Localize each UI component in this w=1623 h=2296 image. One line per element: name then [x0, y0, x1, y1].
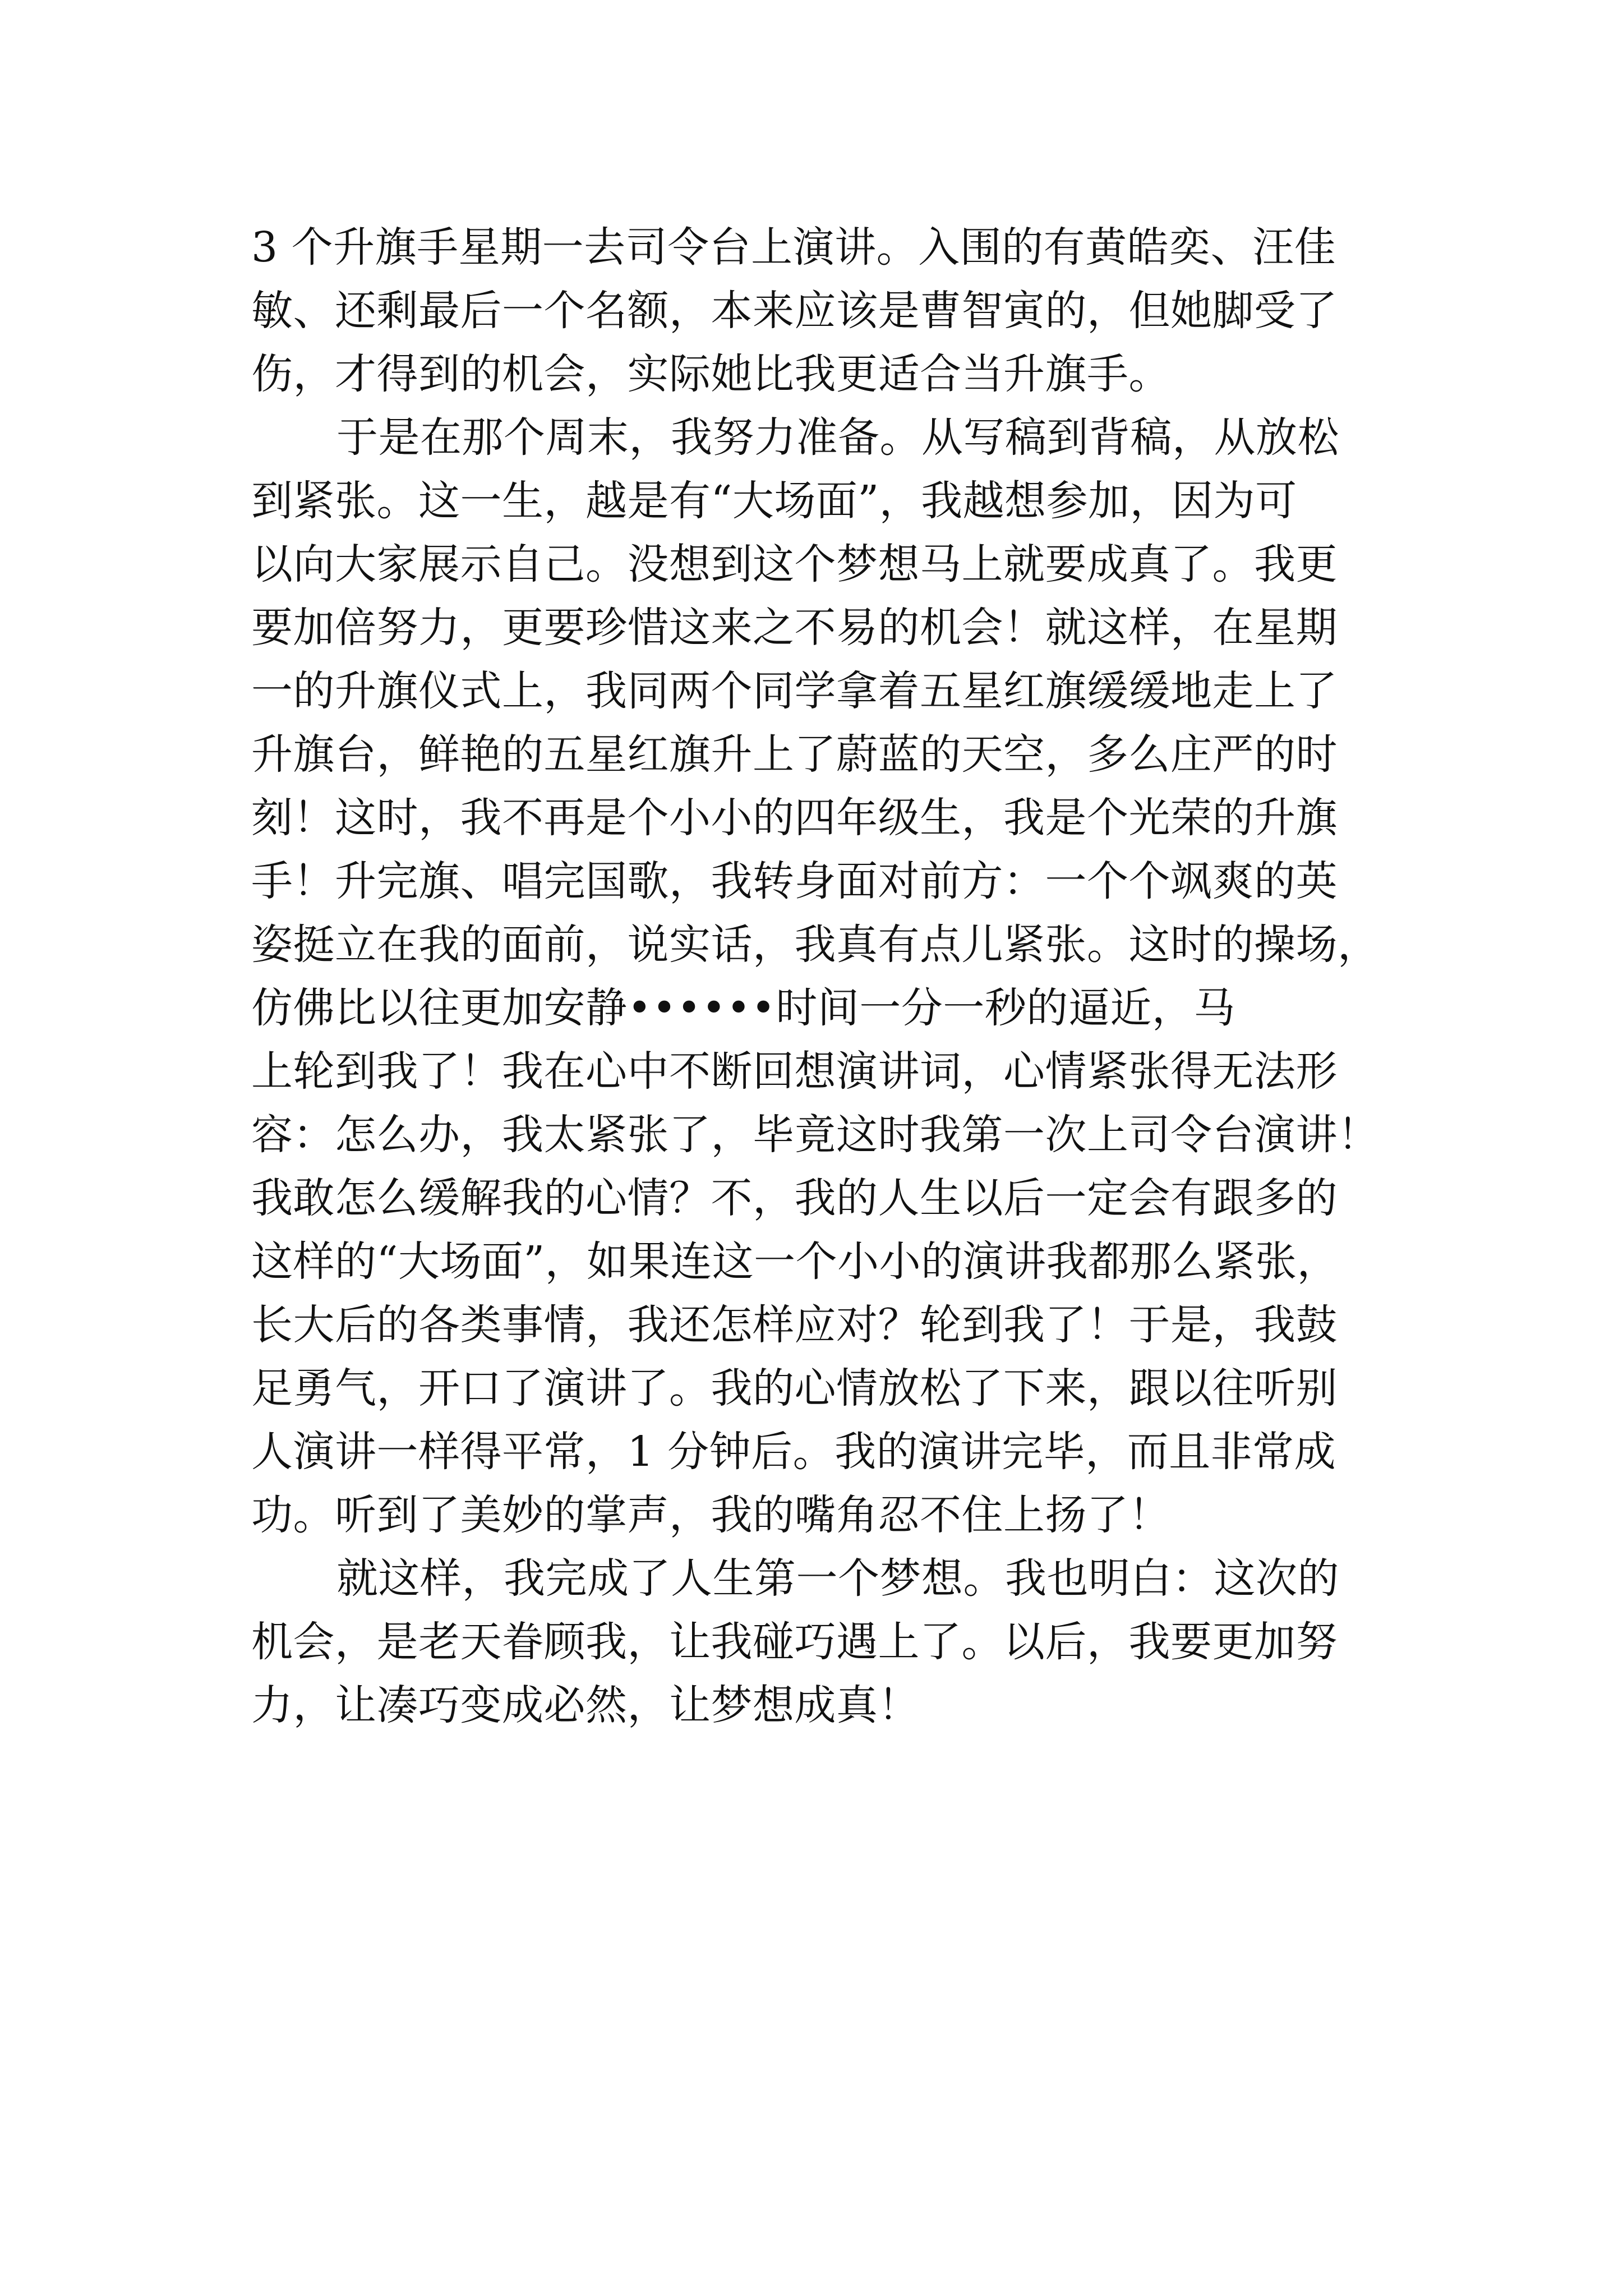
text-line: 机会，是老天眷顾我，让我碰巧遇上了。以后，我要更加努: [251, 1618, 1338, 1666]
text-line: 伤，才得到的机会，实际她比我更适合当升旗手。: [251, 350, 1170, 398]
text-line: 升旗台，鲜艳的五星红旗升上了蔚蓝的天空，多么庄严的时: [251, 730, 1338, 779]
text-line: 人演讲一样得平常，1 分钟后。我的演讲完毕，而且非常成: [251, 1428, 1336, 1476]
text-line: 刻！这时，我不再是个小小的四年级生，我是个光荣的升旗: [251, 794, 1338, 842]
text-line: 以向大家展示自己。没想到这个梦想马上就要成真了。我更: [251, 540, 1338, 588]
text-line: 长大后的各类事情，我还怎样应对？轮到我了！于是，我鼓: [251, 1301, 1338, 1349]
text-line: 要加倍努力，更要珍惜这来之不易的机会！就这样，在星期: [251, 604, 1338, 652]
text-line: 这样的“大场面”，如果连这一个小小的演讲我都那么紧张，: [251, 1237, 1339, 1286]
text-line: 足勇气，开口了演讲了。我的心情放松了下来，跟以往听别: [251, 1364, 1338, 1412]
text-line: 敏、还剩最后一个名额，本来应该是曹智寅的，但她脚受了: [251, 287, 1338, 335]
text-line: 3 个升旗手星期一去司令台上演讲。入围的有黄皓奕、汪佳: [251, 223, 1336, 272]
text-line: 容：怎么办，我太紧张了，毕竟这时我第一次上司令台演讲！: [251, 1111, 1380, 1159]
paragraph-start-line: 就这样，我完成了人生第一个梦想。我也明白：这次的: [336, 1554, 1339, 1603]
text-line: 力，让凑巧变成必然，让梦想成真！: [251, 1681, 920, 1729]
text-line: 到紧张。这一生，越是有“大场面”，我越想参加，因为可: [251, 477, 1297, 525]
text-line: 姿挺立在我的面前，说实话，我真有点儿紧张。这时的操场，: [251, 921, 1380, 969]
paragraph-start-line: 于是在那个周末，我努力准备。从写稿到背稿，从放松: [336, 413, 1339, 462]
text-line: 我敢怎么缓解我的心情？不，我的人生以后一定会有跟多的: [251, 1174, 1338, 1222]
text-line: 一的升旗仪式上，我同两个同学拿着五星红旗缓缓地走上了: [251, 667, 1338, 715]
text-line: 上轮到我了！我在心中不断回想演讲词，心情紧张得无法形: [251, 1047, 1338, 1096]
essay-text-block: [251, 216, 1423, 1737]
text-line: 仿佛比以往更加安静••••••时间一分一秒的逼近，马: [251, 984, 1235, 1032]
text-line: 手！升完旗、唱完国歌，我转身面对前方：一个个飒爽的英: [251, 857, 1338, 905]
text-line: 功。听到了美妙的掌声，我的嘴角忍不住上扬了！: [251, 1491, 1170, 1539]
